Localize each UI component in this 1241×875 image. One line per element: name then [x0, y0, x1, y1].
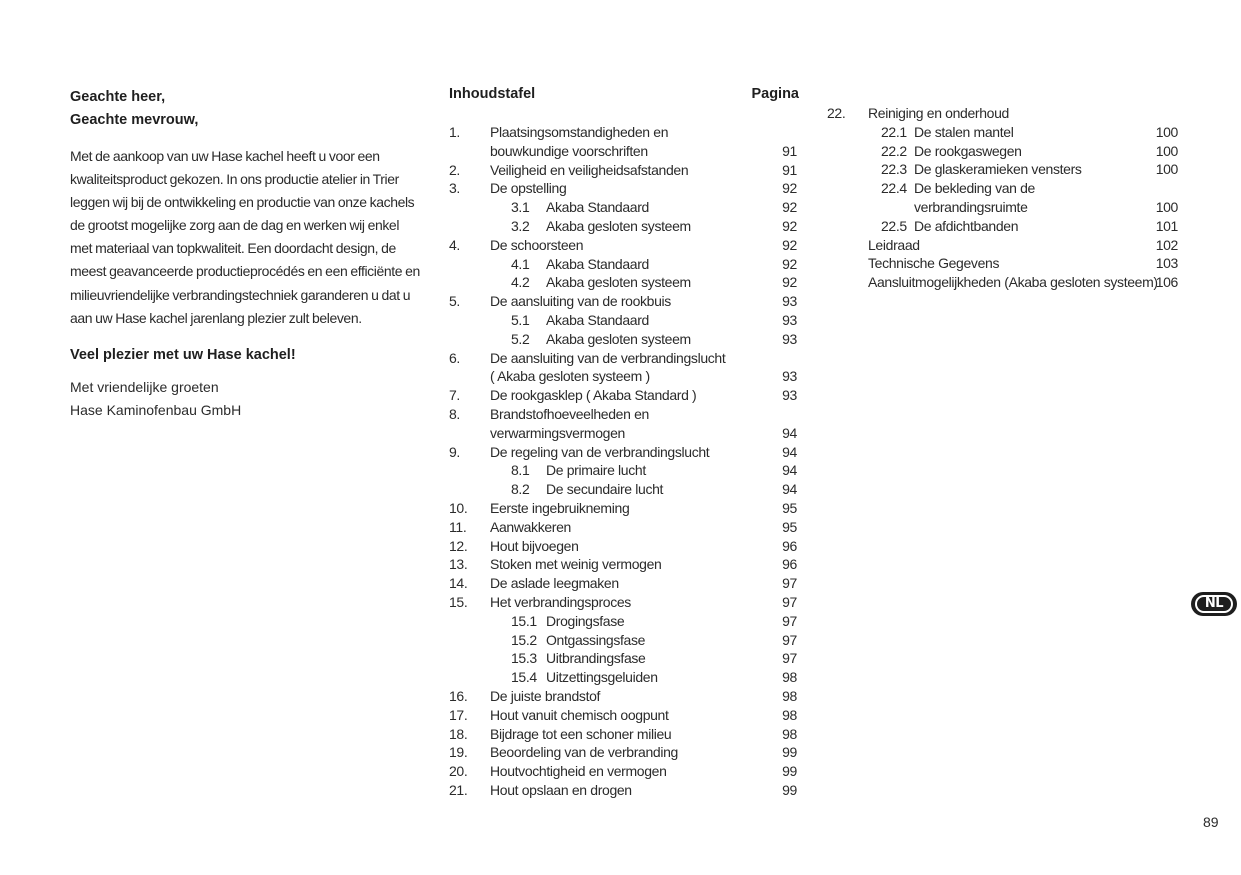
- toc-entry-page: 103: [1155, 255, 1178, 272]
- toc-entry-number: 14.: [449, 575, 468, 592]
- toc-entry-title: Eerste ingebruikneming: [490, 499, 630, 516]
- toc-subentry-number: 22.3: [881, 161, 907, 178]
- toc-entry-page: 97: [782, 650, 797, 667]
- toc-entry: [827, 236, 1178, 255]
- toc-entry-title: De juiste brandstof: [490, 687, 601, 704]
- toc-entry-title: Plaatsingsomstandigheden en: [490, 124, 669, 140]
- toc-entry-page: 98: [782, 687, 797, 704]
- toc-entry-title: Technische Gegevens: [868, 255, 1000, 272]
- toc-entry-page: 92: [782, 236, 797, 253]
- toc-page-header: Pagina: [751, 86, 799, 102]
- toc-entry-title: De aansluiting van de rookbuis: [490, 293, 671, 310]
- toc-entry: [449, 236, 797, 255]
- toc-entry-page: 100: [1155, 142, 1178, 159]
- toc-entry: [449, 179, 797, 198]
- toc-entry-title: Akaba Standaard: [546, 255, 649, 272]
- toc-entry-title: Drogingsfase: [546, 612, 625, 629]
- toc-entry-page: 92: [782, 180, 797, 197]
- toc-entry-title: De stalen mantel: [914, 123, 1014, 140]
- welcome-letter: [70, 86, 420, 422]
- letter-body-line: milieuvriendelijke verbrandingstechniek garanderen u dat u: [70, 286, 411, 303]
- toc-entries: [449, 123, 797, 800]
- toc-entry-page: 97: [782, 593, 797, 610]
- toc-subentry-number: 3.1: [511, 199, 530, 216]
- toc-entry: [449, 631, 797, 650]
- toc-subentry-number: 4.2: [511, 274, 530, 291]
- toc-entry: [449, 386, 797, 405]
- toc-entry-title: verbrandingsruimte: [914, 198, 1028, 215]
- toc-entry: [449, 198, 797, 217]
- toc-entry-title: Uitbrandingsfase: [546, 650, 646, 667]
- toc-entry-title: Akaba Standaard: [546, 199, 649, 216]
- toc-entry: [449, 273, 797, 292]
- toc-entry-page: 93: [782, 368, 797, 385]
- page-number: 89: [1203, 814, 1219, 830]
- letter-body-line: de grootst mogelijke zorg aan de dag en werken wij enkel: [70, 217, 400, 234]
- toc-entry-title: Veiligheid en veiligheidsafstanden: [490, 161, 689, 178]
- toc-entry-title: De rookgasklep ( Akaba Standard ): [490, 387, 697, 404]
- toc-entry-page: 95: [782, 499, 797, 516]
- greeting-line-2: Geachte mevrouw,: [70, 112, 199, 128]
- toc-entry-page: 99: [782, 763, 797, 780]
- toc-entry: [449, 555, 797, 574]
- toc-entry: [827, 254, 1178, 273]
- toc-entry-title: De opstelling: [490, 180, 567, 197]
- toc-entry: [827, 160, 1178, 179]
- toc-entry-title: Beoordeling van de verbranding: [490, 744, 678, 761]
- toc-entry: [449, 123, 797, 142]
- toc-subentry-number: 5.1: [511, 311, 530, 328]
- toc-entry-title: De aansluiting van de verbrandingslucht: [490, 349, 726, 366]
- letter-body-line: met materiaal van topkwaliteit. Een doordacht design, de: [70, 240, 396, 257]
- toc-entry: [449, 781, 797, 800]
- toc-entry: [449, 217, 797, 236]
- language-badge: [1191, 592, 1237, 616]
- toc-entry-page: 94: [782, 443, 797, 460]
- toc-entry-number: 5.: [449, 293, 460, 310]
- toc-entry-page: 92: [782, 274, 797, 291]
- letter-body-line: leggen wij bij de ontwikkeling en productie van onze kachels: [70, 194, 415, 211]
- toc-entry-number: 15.: [449, 593, 468, 610]
- toc-entry-number: 8.: [449, 405, 460, 422]
- toc-entry-page: 106: [1155, 274, 1178, 291]
- toc-entry: [827, 142, 1178, 161]
- toc-entry-title: De secundaire lucht: [546, 481, 664, 498]
- toc-entry: [449, 161, 797, 180]
- toc-entry: [449, 612, 797, 631]
- toc-entry-title: De schoorsteen: [490, 236, 584, 253]
- toc-entry-number: 1.: [449, 124, 460, 140]
- toc-entry-page: 97: [782, 631, 797, 648]
- toc-entry-title: Hout vanuit chemisch oogpunt: [490, 706, 669, 723]
- toc-entry: [449, 649, 797, 668]
- toc-entry-title: De afdichtbanden: [914, 217, 1019, 234]
- toc-entry-page: 96: [782, 537, 797, 554]
- toc-entry-number: 16.: [449, 687, 468, 704]
- toc-entry: [449, 743, 797, 762]
- toc-entry: [449, 255, 797, 274]
- regards-text: Met vriendelijke groeten: [70, 378, 219, 395]
- toc-entry: [827, 273, 1178, 292]
- toc-entry-page: 99: [782, 781, 797, 798]
- toc-entry: [449, 142, 797, 161]
- toc-entry: [449, 330, 797, 349]
- toc-entry-number: 3.: [449, 180, 460, 197]
- toc-entry-page: 100: [1155, 198, 1178, 215]
- toc-entry-page: 95: [782, 518, 797, 535]
- toc-entry: [827, 123, 1178, 142]
- toc-entry-number: 2.: [449, 161, 460, 178]
- toc-entry-page: 99: [782, 744, 797, 761]
- toc-entry-title: Brandstofhoeveelheden en: [490, 405, 649, 422]
- toc-entry-page: 98: [782, 669, 797, 686]
- toc-subentry-number: 3.2: [511, 217, 530, 234]
- toc-entry: [449, 537, 797, 556]
- toc-entry-title: De aslade leegmaken: [490, 575, 619, 592]
- toc-entry-page: 93: [782, 311, 797, 328]
- toc-entry-page: 97: [782, 575, 797, 592]
- toc-entry-title: Akaba gesloten systeem: [546, 217, 691, 234]
- toc-entry: [449, 706, 797, 725]
- toc-entry: [827, 217, 1178, 236]
- toc-entry-title: bouwkundige voorschriften: [490, 142, 648, 159]
- toc-entry: [449, 311, 797, 330]
- toc-entry-number: 4.: [449, 236, 460, 253]
- toc-entry-title: Akaba Standaard: [546, 311, 649, 328]
- toc-subentry-number: 22.5: [881, 217, 907, 234]
- toc-entry-title: Hout opslaan en drogen: [490, 781, 632, 798]
- toc-entry-page: 93: [782, 387, 797, 404]
- toc-entry-title: Hout bijvoegen: [490, 537, 579, 554]
- toc-entry-page: 102: [1155, 236, 1178, 253]
- letter-body-line: kwaliteitsproduct gekozen. In ons productie atelier in Trier: [70, 171, 399, 188]
- toc-entry-number: 9.: [449, 443, 460, 460]
- toc-entry-page: 93: [782, 330, 797, 347]
- language-badge-label: NL: [1195, 595, 1233, 613]
- toc-entry-page: 91: [782, 142, 797, 159]
- toc-entry-page: 100: [1155, 123, 1178, 140]
- toc-entry-page: 93: [782, 293, 797, 310]
- toc-entry-page: 91: [782, 161, 797, 178]
- toc-entry-page: 94: [782, 481, 797, 498]
- toc-entry-title: verwarmingsvermogen: [490, 424, 625, 441]
- toc-entry-title: De rookgaswegen: [914, 142, 1022, 159]
- toc-subentry-number: 22.4: [881, 180, 907, 197]
- toc-entry: [449, 762, 797, 781]
- toc-entry-title: Houtvochtigheid en vermogen: [490, 763, 667, 780]
- toc-entry-number: 6.: [449, 349, 460, 366]
- toc-entry-title: Ontgassingsfase: [546, 631, 646, 648]
- toc-subentry-number: 15.2: [511, 631, 537, 648]
- toc-subentry-number: 15.4: [511, 669, 537, 686]
- toc-entry-title: ( Akaba gesloten systeem ): [490, 368, 650, 385]
- toc-entry: [827, 104, 1178, 123]
- toc-subentry-number: 4.1: [511, 255, 530, 272]
- toc-subentry-number: 15.1: [511, 612, 537, 629]
- toc-subentry-number: 22.1: [881, 123, 907, 140]
- closing-line: Veel plezier met uw Hase kachel!: [70, 346, 296, 363]
- toc-header: [449, 86, 797, 106]
- toc-entry-page: 92: [782, 217, 797, 234]
- toc-entry-number: 22.: [827, 105, 846, 121]
- toc-entry-page: 96: [782, 556, 797, 573]
- toc-subentry-number: 15.3: [511, 650, 537, 667]
- letter-body-line: Met de aankoop van uw Hase kachel heeft u voor een: [70, 148, 380, 164]
- toc-subentry-number: 8.2: [511, 481, 530, 498]
- toc-entry-page: 101: [1155, 217, 1178, 234]
- greeting-line-1: Geachte heer,: [70, 89, 166, 105]
- toc-subentry-number: 22.2: [881, 142, 907, 159]
- toc-entry-number: 10.: [449, 499, 468, 516]
- toc-entry: [827, 198, 1178, 217]
- toc-entry-title: De glaskeramieken vensters: [914, 161, 1082, 178]
- toc-title: Inhoudstafel: [449, 86, 536, 102]
- table-of-contents: [449, 86, 797, 800]
- toc-entry: [449, 668, 797, 687]
- toc-entry-title: De primaire lucht: [546, 462, 646, 479]
- table-of-contents-continued: [827, 104, 1178, 292]
- company-name: Hase Kaminofenbau GmbH: [70, 401, 242, 418]
- toc-entry: [827, 179, 1178, 198]
- toc-entry: [449, 424, 797, 443]
- toc-entry-title: Uitzettingsgeluiden: [546, 669, 658, 686]
- toc-entry: [449, 367, 797, 386]
- letter-body-line: meest geavanceerde productieprocédés en een efficiënte en: [70, 263, 420, 280]
- toc-subentry-number: 5.2: [511, 330, 530, 347]
- toc-entry: [449, 574, 797, 593]
- toc-entry-page: 94: [782, 462, 797, 479]
- toc-entry: [449, 349, 797, 368]
- toc-entry-title: Het verbrandingsproces: [490, 593, 631, 610]
- toc-entry-number: 20.: [449, 763, 468, 780]
- toc-entry-number: 12.: [449, 537, 468, 554]
- toc-entry: [449, 725, 797, 744]
- toc-entry: [449, 480, 797, 499]
- toc-entry-page: 92: [782, 199, 797, 216]
- toc-entry-title: De bekleding van de: [914, 180, 1035, 197]
- toc-entry-number: 7.: [449, 387, 460, 404]
- toc-entry-title: Leidraad: [868, 236, 920, 253]
- toc-entry-number: 19.: [449, 744, 468, 761]
- toc-entry-title: Akaba gesloten systeem: [546, 274, 691, 291]
- toc-entry-page: 98: [782, 725, 797, 742]
- toc-entry-number: 21.: [449, 781, 468, 798]
- toc-entry-title: Reiniging en onderhoud: [868, 105, 1009, 121]
- letter-body: [70, 145, 420, 330]
- toc-entry-number: 17.: [449, 706, 468, 723]
- toc-entry: [449, 687, 797, 706]
- toc-entry: [449, 461, 797, 480]
- toc-entry: [449, 593, 797, 612]
- toc-entry-title: Aansluitmogelijkheden (Akaba gesloten systeem): [868, 274, 1158, 291]
- toc-entry: [449, 405, 797, 424]
- toc-entry-page: 92: [782, 255, 797, 272]
- letter-body-line: aan uw Hase kachel jarenlang plezier zult beleven.: [70, 309, 362, 326]
- signature-block: [70, 376, 420, 422]
- toc-entry-page: 97: [782, 612, 797, 629]
- toc-entry-page: 98: [782, 706, 797, 723]
- toc-entry-page: 94: [782, 424, 797, 441]
- toc-entry: [449, 499, 797, 518]
- toc-entry-title: Bijdrage tot een schoner milieu: [490, 725, 672, 742]
- toc-entry-number: 13.: [449, 556, 468, 573]
- toc-entry-page: 100: [1155, 161, 1178, 178]
- toc-entry-number: 18.: [449, 725, 468, 742]
- toc-entry: [449, 443, 797, 462]
- toc-entry-title: Stoken met weinig vermogen: [490, 556, 662, 573]
- toc-entry-title: Akaba gesloten systeem: [546, 330, 691, 347]
- toc-entry-title: De regeling van de verbrandingslucht: [490, 443, 710, 460]
- toc-entry: [449, 518, 797, 537]
- toc-entry-number: 11.: [449, 518, 467, 535]
- toc-entry-title: Aanwakkeren: [490, 518, 571, 535]
- toc-subentry-number: 8.1: [511, 462, 530, 479]
- toc-entry: [449, 292, 797, 311]
